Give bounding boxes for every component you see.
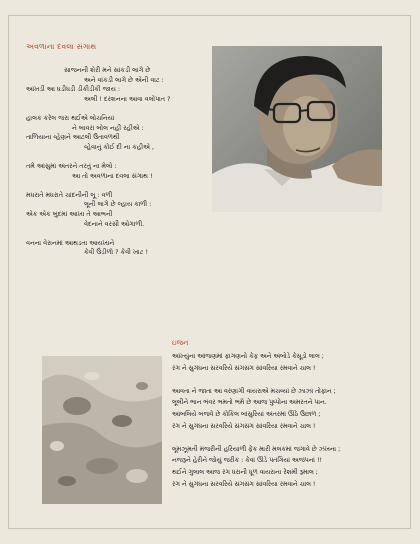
- poem2-line: રંગ ને સુગંધના સરવરિયે સંગસંગ સાંવરિયા રમવાને ચાલ !: [172, 364, 316, 372]
- poem-line: તાળિયાના વ્હેણને આટલી ઉતાવળથી: [26, 133, 120, 142]
- poem-subtitle: ઇજન: [172, 339, 189, 347]
- poet-portrait: [212, 46, 382, 212]
- poem2-line: લૂલીને ભાન ભંવર ભમતો ભમે છે આજ પુષ્પોના અમરતને પાન.: [172, 399, 327, 407]
- poem2-line: રંગ ને સુગંધના સરવરિયે સંગસંગ સાંવરિયા રમવાને ચાલ !: [172, 422, 316, 430]
- poem-line: વેદનાને વરસી ઓગાળી.: [84, 219, 145, 228]
- stanza-gap: [26, 181, 170, 191]
- stanza-gap: [172, 374, 340, 386]
- rock-image: [42, 356, 162, 504]
- poem-line: આંખડી આ ધડીધડી ડીકીડીકી જાય :: [26, 85, 120, 94]
- poem-line: ને બાવરાં બોલ નહીં રહીએ :: [72, 123, 144, 132]
- poem2-line: આવતા ને જાતા આ વરણાગી વાયરાએ મચવ્યાં છે ઝાઝાં તોફાન ;: [172, 387, 336, 395]
- poem-line: લૂની લાગે છે લ્હાય કાળી :: [84, 200, 152, 209]
- stanza-gap: [26, 104, 170, 114]
- poem2-line: આંબલિયે બજવે છે કોકિલ બાંસુરિયાં અંતરમાં ઊઠે ઉછાળ ;: [172, 410, 321, 418]
- poem-line: વ્હેવાનું કોઈ દી ના કહીએ ,: [84, 142, 154, 151]
- poem-line: તમે આંસુમાં અંતરને તરતું ના મેલો :: [26, 161, 117, 170]
- stanza-gap: [172, 432, 340, 444]
- poem-line: એક એક બુંદમાં આખા તે આભની: [26, 209, 113, 218]
- poem2-line: આંખ્યુંના આંજણમાં ફાગણનો કેફ અને અંબોડે કેસૂડો લાલ ;: [172, 353, 324, 360]
- poem-body: [26, 66, 170, 258]
- poem2-line: રંગ ને સુગંધના સરવરિયે સંગસંગ સાંવરિયા રમવાને ચાલ !: [172, 480, 316, 488]
- poem-line: આ તો અવળાના દવલા સંગાથ !: [72, 171, 153, 180]
- poem2-line: નજરૂને હેરીને જોયું જરીક : કેવાં ઊડે પતંગિયાં અજંપનાં !!: [172, 457, 323, 465]
- poem2-line: લૂમઝૂમતી મંજરીની હરિયાળી ફેંક મારી મલકમાં જગાવે છે ઝંખના ;: [172, 445, 341, 453]
- poem-line: હાલક કરેલ જરા થઈએ લોચનિયાં: [26, 113, 115, 122]
- poem2-line: થઈને ગુલાલ આજ રંગ ધરાની ધૂળ વાયરાના રેશમી રૂમાલ ;: [172, 468, 318, 476]
- stanza-gap: [26, 152, 170, 162]
- poem2-body: [172, 351, 340, 490]
- poem-line: અને વાંકડી લાગે છે એની વાટ :: [84, 75, 164, 84]
- poem-line: અલી ! દરશનના આવા વલોપાત ?: [84, 94, 171, 103]
- poem-line: વનના વેરાનમાં આથડતા આયખાને: [26, 238, 115, 247]
- stanza-gap: [26, 229, 170, 239]
- poem-line: મધરાતે મધરાતે ચાંદનીની લૂ : વળી: [26, 190, 113, 199]
- poem-line: કેવી ઉંડીળો ? કેવી ખાટ !: [84, 248, 149, 257]
- poem-line: સાજનની શેરી મને સાંકડી લાગે છે: [64, 66, 151, 74]
- poem-title: અવળાના દવલા સંગાથ: [26, 42, 97, 51]
